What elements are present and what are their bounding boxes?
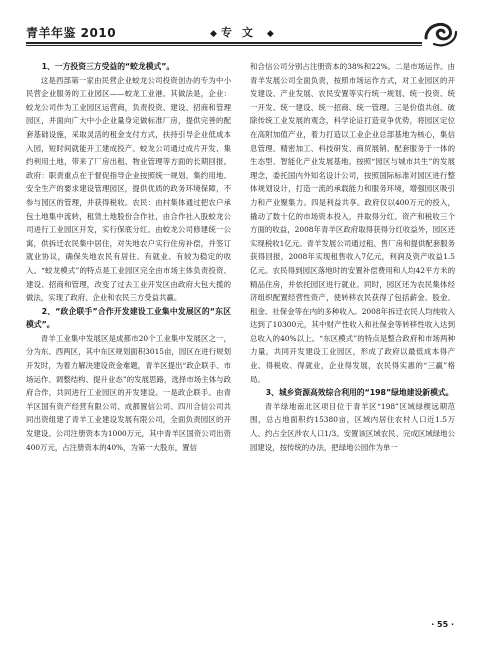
yearbook-title: 青羊年鉴 2010 [26,26,117,40]
section-label [206,24,278,40]
section-heading: 3、城乡资源高效综合利用的“198”绿地建设新模式。 [265,388,454,398]
section-heading: 1、一方投资三方受益的“蛟龙模式”。 [41,62,175,71]
page-number: · 55 · [431,620,454,629]
body-paragraph: 青羊绿地南北区项目位于青羊区“198”区域绿楔远期范围，总占地面积约15380亩，区域内居住农村人口近1.5万人、约占全区涉农人口1/3。安置该区域农民、完成区域绿地公园建设，按传统的办法，把绿地公园作为单一 [250,401,455,452]
running-header [26,22,454,48]
left-column [26,60,231,454]
body-paragraph: 青羊工业集中发展区是成都市20个工业集中发展区之一，分为东、西两区，其中东区规划面积3015亩，园区在进行规划开发时，为着力解决建设资金难题，青羊区提出“政企联手、市场运作、调整结构、提升业态”的发展思路，选择市场主体与政府合作，共同进行工业园区的开发建设。一是政企联手。由青羊区国有资产经营有限公司、成都置信公司、四川合信公司共同出资组建了青羊工业建设发展有限公司，全面负责园区的开发建设。公司注册资本为1000万元，其中青羊区国资公司出资400万元，占注册资本的40%，为第一大股东，置信 [26,333,231,452]
section-char-2: 文 [241,26,263,39]
right-column [250,60,455,454]
section-char-1: 专 [220,26,242,39]
section-heading: 2、“政企联手”合作开发建设工业集中发展区的“东区模式”。 [26,306,231,330]
body-paragraph: 和合信公司分别占注册资本的38%和22%。二是市场运作。由青羊发展公司全面负责，按照市场运作方式，对工业园区的开发建设、产业发展、农民安置等实行统一规划、统一投资、统一开发、统一建设、统一招商、统一管理。三是价值共创。破除传统工业发展的观念，科学论证打造竞争优势，将园区定位在高附加值产业，着力打造以工业企业总部基地为核心，集信息管理、精密加工、科技研发、商贸展销、配套服务于一体的生态型、智能化产业发展基地。按照“园区与城市共生”的发展理念，委托国内外知名设计公司，按照国际标准对园区进行整体规划设计，打造一流的承载能力和服务环境，增强园区吸引力和产业聚集力。四是利益共享。政府仅以400万元的投入，撬动了数十亿的市场资本投入，并取得分红、资产和税收三个方面的收益，2008年青羊区政府取得获得分红收益外，园区还实现税收1亿元。青羊发展公司通过租、售厂房和提供配套服务获得回报，2008年实现租售收入7亿元，利润及资产收益1.5亿元。农民得到园区落地时的安置补偿费用和人均42平方米的精品住房，并依托园区进行就业。同时，园区还为农民集体经济组织配置经营性资产，使转移农民获得了包括薪金、股金、租金、社保金等在内的多种收入。2008年拆迁农民人均纯收入达到了10300元，其中财产性收入和社保金等转移性收入达到总收入的40%以上。“东区模式”的特点是整合政府和市场两种力量，共同开发建设工业园区，形成了政府以最低成本得产业、得税收、得就业，企业得发展，农民得实惠的“三赢”格局。 [250,62,455,384]
diamond-icon: ◆ [266,29,274,39]
swirl-logo-icon [420,12,460,52]
diamond-icon: ◆ [210,29,217,39]
body-paragraph: 这是西部第一家由民营企业蛟龙公司投资创办的专为中小民营企业服务的工业园区——蛟龙工业港。其做法是，企业：蛟龙公司作为工业园区运营商，负责投资、建设、招商和管理园区，并面向广大中小企业量身定做标准厂房，提供完善的配套基础设施，采取灵活的租金支付方式，扶持引导企业低成本入园，短时间就能开工建成投产。蛟龙公司通过成片开发、集约利用土地，带来了厂房出租、物业管理等方面的长期回报。政府：职责重点在于督促指导企业按照统一规划、集约用地、安全生产的要求建设管理园区，提供优质的政务环境保障，不参与园区的管理，并获得税收。农民：由村集体通过把农户承包土地集中流转，租赁土地股份合作社，由合作社入股蛟龙公司进行工业园区开发，实行保底分红。由蛟龙公司修建统一公寓，供拆迁农民集中居住，对失地农户实行住房补偿，并签订就业协议，确保失地农民有居住、有就业、有较为稳定的收入。“蛟龙模式”的特点是工业园区完全由市场主体负责投资、建设、招商和管理，改变了过去工业开发区由政府大包大揽的做法，实现了政府、企业和农民三方受益共赢。 [26,75,231,303]
header-rule [26,42,422,46]
